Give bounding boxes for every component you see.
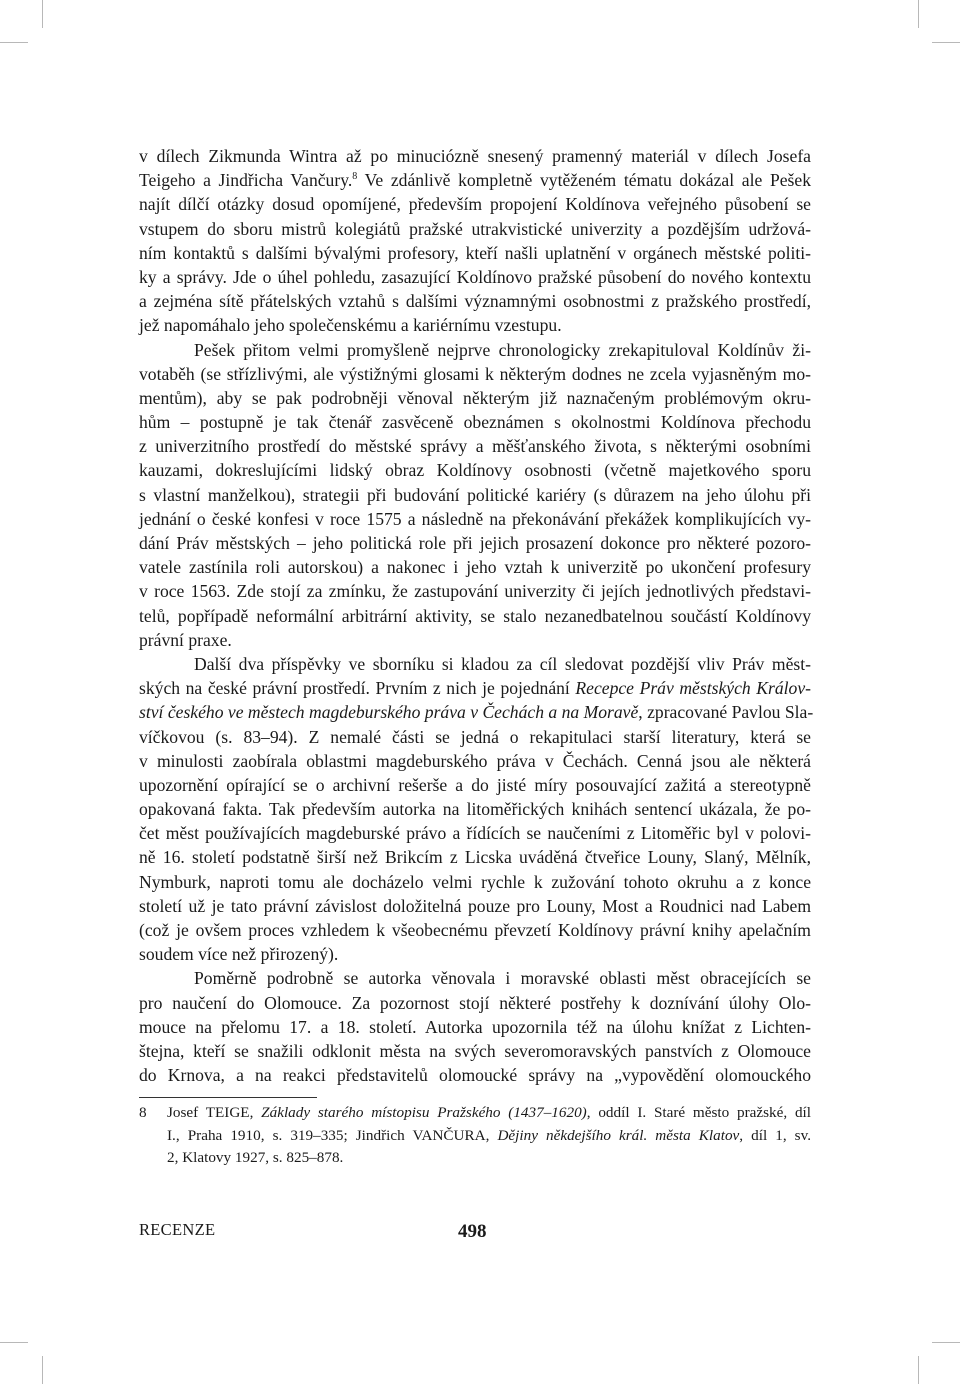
text-line: čet měst používajících magdeburské právo a řídících se naučeními z Litoměřic byl v polovi- <box>139 823 811 844</box>
text-fragment: , oddíl I. Staré město pražské, díl <box>586 1104 811 1121</box>
italic-title: Dějiny někdejšího král. města Klatov <box>497 1126 740 1144</box>
crop-mark <box>0 1342 28 1343</box>
text-line: telů, popřípadě neformální arbitrární aktivity, se stalo nezanedbatelnou součástí Koldínovy <box>139 605 811 626</box>
text-line: dání Práv městských – jeho politická role při jejich prosazení dokonce pro některé pozoro- <box>139 533 811 553</box>
text-line: mentům), aby se pak podrobněji věnoval některým již naznačeným problémovým okru- <box>139 387 811 408</box>
text-line: vstupem do sboru mistrů kolegiátů pražské utrakvistické univerzity a pozdějším udržová- <box>139 218 811 239</box>
text-fragment: , díl 1, sv. <box>739 1126 811 1144</box>
text-line <box>139 700 814 724</box>
footnote-separator <box>139 1097 317 1098</box>
text-line: hům – postupně je tak čtenář zasvěceně obeznámen s okolnostmi Koldínova přechodu <box>139 412 811 433</box>
text-line: opakovaná fakta. Tak především autorka na litoměřických knihách sentencí ukázala, že po- <box>139 799 811 820</box>
crop-mark <box>918 1356 919 1384</box>
text-line: z univerzitního prostředí do městské správy a měšťanského života, s některými osobními <box>139 436 811 457</box>
footnote-line <box>167 1102 811 1125</box>
text-line: (což je ovšem proces vzhledem k všeobecnému převzetí Koldínovy právní knihy apelačním <box>139 920 811 940</box>
text-line: ky a správy. Jde o úhel pohledu, zasazující Koldínovo pražské působení do nového kontextu <box>139 266 811 287</box>
text-line: votaběh (se střízlivými, ale výstižnými glosami k některým dodnes ne zcela vyjasněným mo- <box>139 363 811 384</box>
crop-mark <box>932 1342 960 1343</box>
text-line: najít dílčí otázky dosud opomíjené, především propojení Koldínova veřejného působení se <box>139 194 811 215</box>
text-line: v minulosti zaobírala oblastmi magdeburského práva v Čechách. Cenná jsou ale některá <box>139 750 811 771</box>
italic-title: ství českého ve městech magdeburského práva v Čechách a na Moravě <box>139 702 639 723</box>
text-line: upozornění opírající se o archivní rešerše a do jisté míry posouvající zažitá a stereotypně <box>139 774 811 795</box>
text-line: Poměrně podrobně se autorka věnovala i moravské oblasti měst obracejících se <box>194 968 811 989</box>
text-line: právní praxe. <box>139 629 232 650</box>
text-line: v roce 1563. Zde stojí za zmínku, že zastupování univerzity či jejích jednotlivých představi- <box>139 581 811 602</box>
text-line: ním kontaktů s dalšími bývalými profesory, kteří našli uplatnění v orgánech městské politi- <box>139 242 811 263</box>
footnote-line <box>167 1125 811 1148</box>
footnote-number: 8 <box>139 1104 147 1121</box>
text-line: Nymburk, naproti tomu ale docházelo velmi rychle k zužování tohoto okruhu a z konce <box>139 871 811 892</box>
crop-mark <box>42 0 43 28</box>
section-label: RECENZE <box>139 1220 216 1239</box>
text-line: soudem více než přirozený). <box>139 944 339 965</box>
text-line <box>139 676 811 700</box>
text-line: vatele zastínila roli autorskou) a nakonec i jeho vztah k univerzitě po ukončení profesury <box>139 557 811 578</box>
crop-mark <box>918 0 919 28</box>
text-fragment: I., Praha 1910, s. 319–335; Jindřich VANČURA, <box>167 1126 498 1144</box>
text-line: s vlastní manželkou), strategii při budování politické kariéry (s důrazem na jeho úlohu při <box>139 484 811 505</box>
footnote-body <box>167 1102 811 1170</box>
italic-title: Základy starého místopisu Pražského (1437–1620) <box>261 1104 587 1121</box>
text-line: jež napomáhalo jeho společenskému a kariérnímu vzestupu. <box>139 315 562 336</box>
crop-mark <box>42 1356 43 1384</box>
text-fragment: Josef TEIGE, <box>167 1104 262 1121</box>
text-line: Pešek přitom velmi promyšleně nejprve chronologicky zrekapituloval Koldínův ži- <box>194 339 811 360</box>
text-fragment: , zpracované Pavlou Sla- <box>638 702 814 723</box>
crop-mark <box>0 42 28 43</box>
text-line: jednání o české konfesi v roce 1575 a následně na překonávání překážek komplikujících vy- <box>139 508 811 529</box>
footnote-line: 2, Klatovy 1927, s. 825–878. <box>167 1149 344 1167</box>
text-line: ně 16. století podstatně širší než Brikcím z Licska uváděná čtveřice Louny, Slaný, Mělník, <box>139 847 811 868</box>
footnote-reference: 8 <box>352 171 358 183</box>
text-line: štejna, kteří se snažili odklonit města na svých severomoravských panstvích z Olomouce <box>139 1040 811 1061</box>
text-line <box>139 168 811 192</box>
text-line: víčkovou (s. 83–94). Z nemalé části se jedná o rekapitulaci starší literatury, která se <box>139 726 811 747</box>
text-line: v dílech Zikmunda Wintra až po minuciózně snesený pramenný materiál v dílech Josefa <box>139 146 811 166</box>
text-fragment: ských na české právní prostředí. Prvním z nich je pojednání <box>139 678 576 699</box>
text-line: pro naučení do Olomouce. Za pozornost stojí některé postřehy k doznívání úlohy Olo- <box>139 992 811 1013</box>
text-line: do Krnova, a na reakci představitelů olomoucké správy na „vypovědění olomouckého <box>139 1065 811 1086</box>
text-fragment: Ve zdánlivě kompletně vytěženém tématu dokázal ale Pešek <box>364 170 811 191</box>
text-line: a zejména sítě přátelských vztahů s dalšími významnými osobnostmi z pražského prostředí, <box>139 291 811 312</box>
text-line: Další dva příspěvky ve sborníku si kladou za cíl sledovat pozdější vliv Práv měst- <box>194 653 811 674</box>
text-line: kauzami, dokreslujícími lidský obraz Koldínovy osobnosti (včetně majetkového sporu <box>139 460 811 481</box>
text-fragment: Teigeho a Jindřicha Vančury. <box>139 170 353 191</box>
text-line: mouce na přelomu 17. a 18. století. Autorka upozornila též na úlohu knížat z Lichten- <box>139 1016 811 1037</box>
crop-mark <box>932 42 960 43</box>
italic-title: Recepce Práv městských Králov- <box>575 678 811 699</box>
body-text <box>139 144 814 1087</box>
text-line: století už je tato právní závislost doložitelná pouze pro Louny, Most a Roudnici nad Labem <box>139 895 811 916</box>
page-number: 498 <box>458 1221 487 1242</box>
